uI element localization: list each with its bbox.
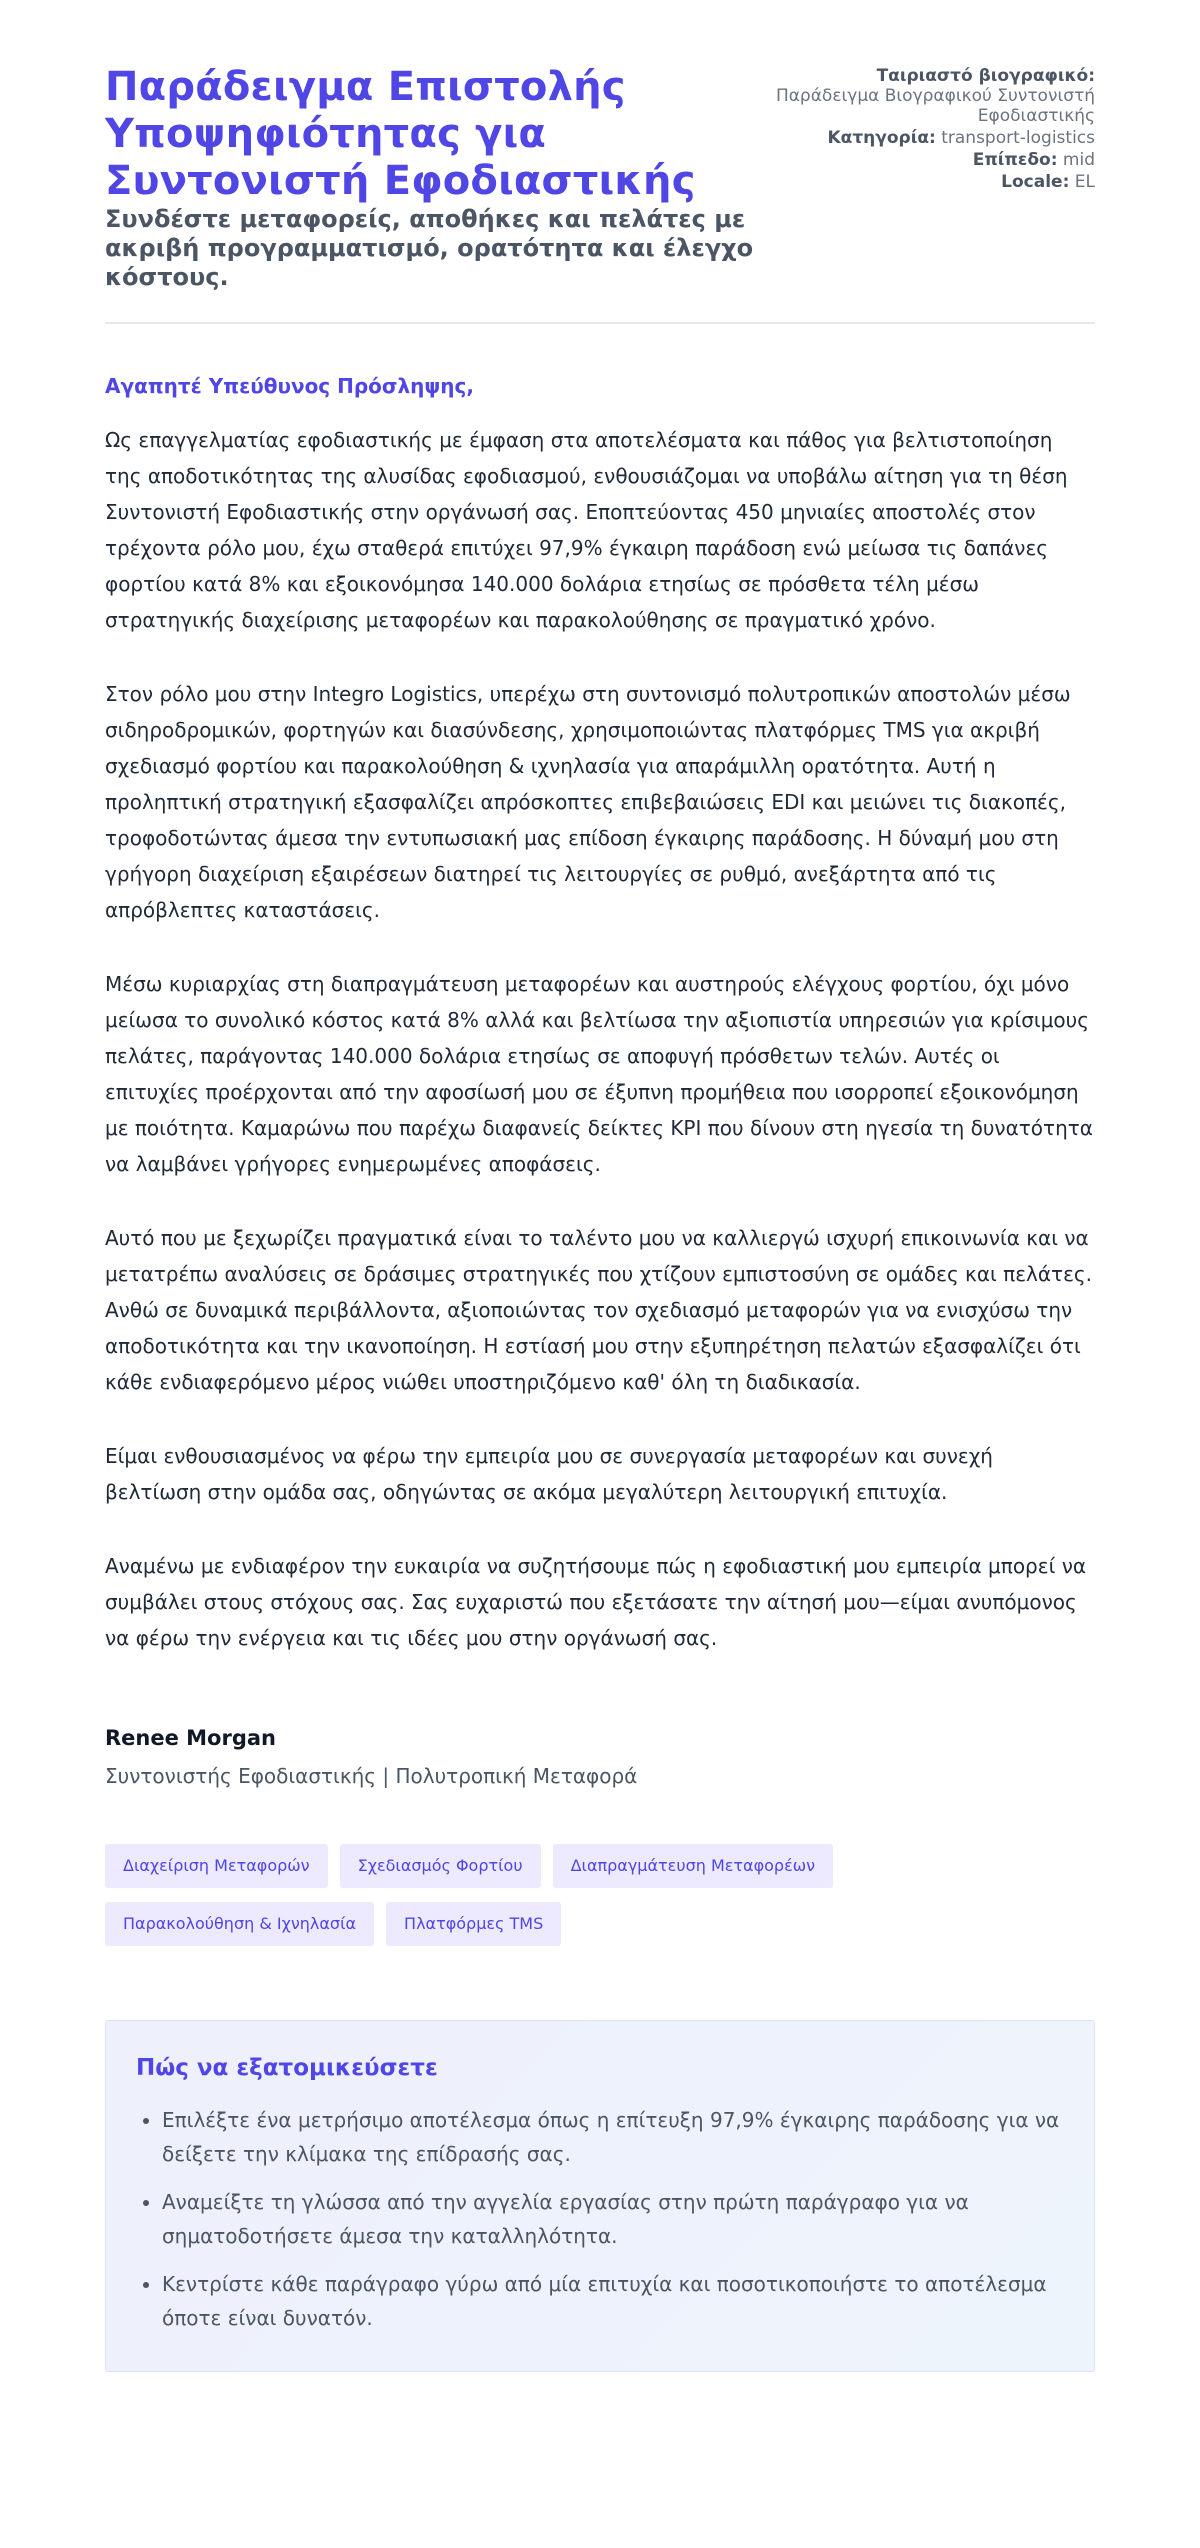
meta-resume-value: Παράδειγμα Βιογραφικού Συντονιστή Εφοδιαστικής xyxy=(775,86,1095,126)
letter-paragraph: Στον ρόλο μου στην Integro Logistics, υπερέχω στη συντονισμό πολυτροπικών αποστολών μέσω σιδηροδρομικών, φορτηγών και διασύνδεσης, χρησιμοποιώντας πλατφόρμες TMS για ακριβή σχεδιασμό φορτίου και παρακολούθηση & ιχνηλασία για απαράμιλλη ορατότητα. Αυτή η προληπτική στρατηγική εξασφαλίζει απρόσκοπτες επιβεβαιώσεις EDI και μειώνει τις διακοπές, τροφοδοτώντας άμεσα την εντυπωσιακή μας επίδοση έγκαιρης παράδοσης. Η δύναμή μου στη γρήγορη διαχείριση εξαιρέσεων διατηρεί τις λειτουργίες σε ρυθμό, ανεξάρτητα από τις απρόβλεπτες καταστάσεις. xyxy=(105,682,1071,922)
tips-list xyxy=(136,2103,1064,2335)
header-title-block xyxy=(105,64,765,292)
skill-tag: Διαχείριση Μεταφορών xyxy=(105,1844,328,1888)
signature-title: Συντονιστής Εφοδιαστικής | Πολυτροπική Μεταφορά xyxy=(105,1764,638,1788)
skill-tag: Διαπραγμάτευση Μεταφορέων xyxy=(553,1844,833,1888)
meta-level xyxy=(775,150,1095,170)
tip-item: • Κεντρίστε κάθε παράγραφο γύρω από μία επιτυχία και ποσοτικοποιήστε το αποτέλεσμα όποτε είναι δυνατόν. xyxy=(162,2267,1064,2335)
page-title: Παράδειγμα Επιστολής Υποψηφιότητας για Συντονιστή Εφοδιαστικής xyxy=(105,64,696,204)
skill-tag: Παρακολούθηση & Ιχνηλασία xyxy=(105,1902,374,1946)
letter-paragraph: Είμαι ενθουσιασμένος να φέρω την εμπειρία μου σε συνεργασία μεταφορέων και συνεχή βελτίωση στην ομάδα σας, οδηγώντας σε ακόμα μεγαλύτερη λειτουργική επιτυχία. xyxy=(105,1444,993,1504)
letter-paragraph: Αναμένω με ενδιαφέρον την ευκαιρία να συζητήσουμε πώς η εφοδιαστική μου εμπειρία μπορεί να συμβάλει στους στόχους σας. Σας ευχαριστώ που εξετάσατε την αίτησή μου—είμαι ανυπόμονος να φέρω την ενέργεια και τις ιδέες μου στην οργάνωσή σας. xyxy=(105,1554,1087,1650)
letter-greeting: Αγαπητέ Υπεύθυνος Πρόσληψης, xyxy=(105,374,474,398)
meta-locale-label: Locale: xyxy=(1001,172,1070,192)
customization-tips xyxy=(105,2020,1095,2372)
skill-tag: Σχεδιασμός Φορτίου xyxy=(340,1844,541,1888)
signature-block xyxy=(105,1726,1095,1788)
page-header xyxy=(105,64,1095,324)
meta-locale-value: EL xyxy=(1074,172,1095,192)
tip-item: • Αναμείξτε τη γλώσσα από την αγγελία εργασίας στην πρώτη παράγραφο για να σηματοδοτήσετε άμεσα την καταλληλότητα. xyxy=(162,2185,1064,2253)
meta-resume-label: Ταιριαστό βιογραφικό: xyxy=(876,66,1095,86)
meta-level-label: Επίπεδο: xyxy=(972,150,1058,170)
letter-paragraph: Ως επαγγελματίας εφοδιαστικής με έμφαση στα αποτελέσματα και πάθος για βελτιστοποίηση της αποδοτικότητας της αλυσίδας εφοδιασμού, ενθουσιάζομαι να υποβάλω αίτηση για τη θέση Συντονιστή Εφοδιαστικής στην οργάνωσή σας. Εποπτεύοντας 450 μηνιαίες αποστολές στον τρέχοντα ρόλο μου, έχω σταθερά επιτύχει 97,9% έγκαιρη παράδοση ενώ μείωσα τις δαπάνες φορτίου κατά 8% και εξοικονόμησα 140.000 δολάρια ετησίως σε πρόσθετα τέλη μέσω στρατηγικής διαχείρισης μεταφορέων και παρακολούθησης σε πραγματικό χρόνο. xyxy=(105,428,1068,632)
meta-category xyxy=(775,128,1095,148)
signature-name: Renee Morgan xyxy=(105,1726,276,1750)
meta-panel xyxy=(775,64,1095,194)
skill-tag: Πλατφόρμες TMS xyxy=(386,1902,561,1946)
meta-category-label: Κατηγορία: xyxy=(827,128,936,148)
meta-level-value: mid xyxy=(1062,150,1095,170)
cover-letter-page xyxy=(105,0,1095,2372)
tip-item: • Επιλέξτε ένα μετρήσιμο αποτέλεσμα όπως η επίτευξη 97,9% έγκαιρης παράδοσης για να δείξετε την κλίμακα της επίδρασής σας. xyxy=(162,2103,1064,2171)
skill-tags xyxy=(105,1844,945,1946)
meta-locale xyxy=(775,172,1095,192)
letter-paragraph: Μέσω κυριαρχίας στη διαπραγμάτευση μεταφορέων και αυστηρούς ελέγχους φορτίου, όχι μόνο μείωσα το συνολικό κόστος κατά 8% αλλά και βελτίωσα την αξιοπιστία υπηρεσιών για κρίσιμους πελάτες, παράγοντας 140.000 δολάρια ετησίως σε αποφυγή πρόσθετων τελών. Αυτές οι επιτυχίες προέρχονται από την αφοσίωσή μου σε έξυπνη προμήθεια που ισορροπεί εξοικονόμηση με ποιότητα. Καμαρώνω που παρέχω διαφανείς δείκτες KPI που δίνουν στη ηγεσία τη δυνατότητα να λαμβάνει γρήγορες ενημερωμένες αποφάσεις. xyxy=(105,972,1093,1176)
page-subtitle: Συνδέστε μεταφορείς, αποθήκες και πελάτες με ακριβή προγραμματισμό, ορατότητα και έλεγχο κόστους. xyxy=(105,205,754,291)
letter-paragraph: Αυτό που με ξεχωρίζει πραγματικά είναι το ταλέντο μου να καλλιεργώ ισχυρή επικοινωνία και να μετατρέπω αναλύσεις σε δράσιμες στρατηγικές που χτίζουν εμπιστοσύνη σε ομάδες και πελάτες. Ανθώ σε δυναμικά περιβάλλοντα, αξιοποιώντας τον σχεδιασμό μεταφορών για να ενισχύσω την αποδοτικότητα και την ικανοποίηση. Η εστίασή μου στην εξυπηρέτηση πελατών εξασφαλίζει ότι κάθε ενδιαφερόμενο μέρος νιώθει υποστηριζόμενο καθ' όλη τη διαδικασία. xyxy=(105,1226,1092,1394)
tips-title: Πώς να εξατομικεύσετε xyxy=(136,2055,438,2081)
meta-resume xyxy=(775,66,1095,126)
letter-body xyxy=(105,374,1095,1656)
meta-category-value: transport-logistics xyxy=(941,128,1095,148)
